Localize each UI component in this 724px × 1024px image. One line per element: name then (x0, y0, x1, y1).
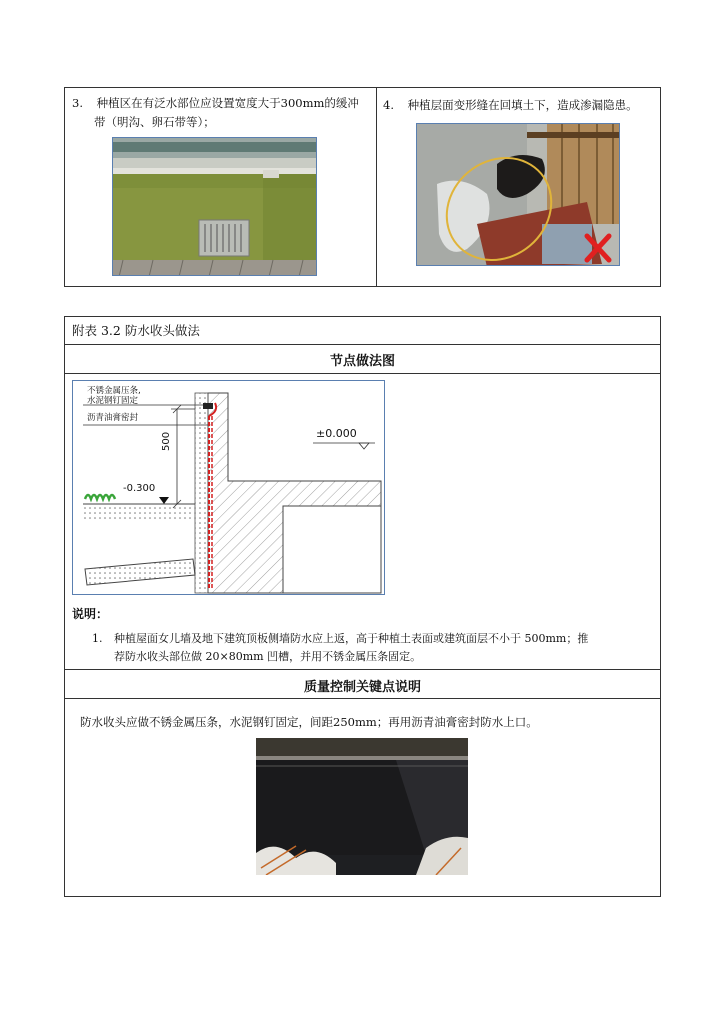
row-divider-1 (64, 344, 661, 345)
note-item-1 (92, 630, 657, 666)
item-4-line: 种植层面变形缝在回填土下，造成渗漏隐患。 (407, 98, 638, 112)
label-metal-strip-2: 水泥钢钉固定 (87, 396, 139, 406)
node-detail-diagram (72, 380, 385, 595)
top-table-divider (376, 87, 377, 287)
garden-drain-photo (112, 137, 317, 276)
leak-joint-photo (416, 123, 620, 266)
item-3-line1: 种植区在有泛水部位应设置宽度大于300mm的缓冲 (96, 96, 359, 110)
row-divider-4 (64, 698, 661, 699)
item-3-line2: 带（明沟、卵石带等）； (94, 115, 215, 129)
label-asphalt-seal: 沥青油膏密封 (87, 413, 139, 423)
item-4-text (383, 96, 658, 115)
note-label: 说明： (72, 607, 109, 621)
row-divider-2 (64, 373, 661, 374)
section-heading-quality-control: 质量控制关键点说明 (303, 680, 421, 695)
section-heading-node-diagram: 节点做法图 (329, 354, 395, 369)
membrane-edge-photo (256, 738, 468, 875)
table-title: 附表 3.2 防水收头做法 (72, 323, 200, 338)
row-divider-3 (64, 669, 661, 670)
item-4-number: 4. (383, 98, 394, 112)
note-item-number: 1. (92, 632, 103, 645)
dimension-500: 500 (161, 431, 172, 451)
level-zero: ±0.000 (316, 427, 357, 440)
item-3-text (72, 94, 372, 132)
item-3-number: 3. (72, 96, 83, 110)
label-metal-strip-1: 不锈金属压条, (87, 386, 141, 396)
note-line-2: 荐防水收头部位做 20×80mm 凹槽，并用不锈金属压条固定。 (114, 650, 422, 663)
note-line-1: 种植屋面女儿墙及地下建筑顶板侧墙防水应上返，高于种植土表面或建筑面层不小于 500mm；推 (114, 632, 589, 645)
qc-text: 防水收头应做不锈金属压条，水泥钢钉固定，间距250mm；再用沥青油膏密封防水上口。 (80, 715, 538, 729)
level-minus-0300: -0.300 (123, 483, 156, 494)
